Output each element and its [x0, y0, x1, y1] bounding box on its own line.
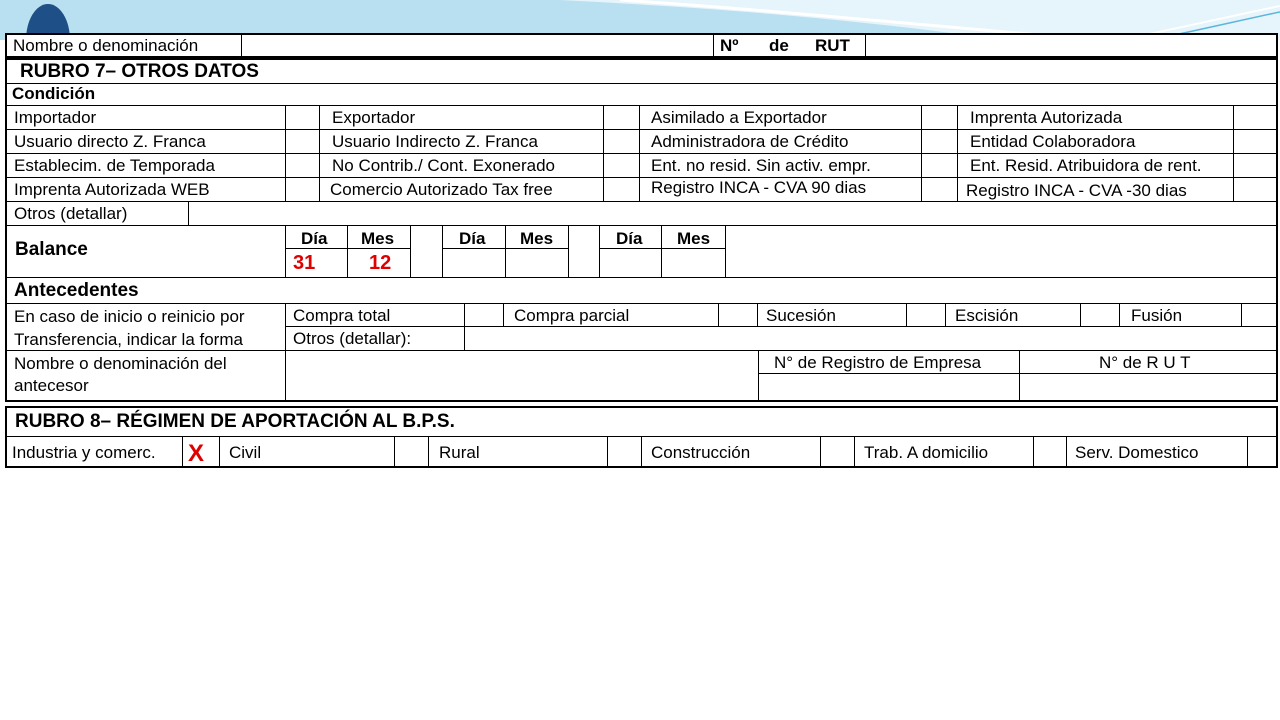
compra-total-label: Compra total	[293, 306, 391, 325]
cond-ent-no-resid: Ent. no resid. Sin activ. empr.	[651, 156, 871, 175]
check-compra-parcial[interactable]	[720, 304, 756, 325]
check-imprenta-autorizada[interactable]	[1235, 106, 1275, 128]
check-trab-domicilio[interactable]	[1035, 438, 1065, 465]
cond-ent-resid-atribuidora: Ent. Resid. Atribuidora de rent.	[970, 156, 1202, 175]
antecedentes-title: Antecedentes	[14, 280, 139, 301]
check-compra-total[interactable]	[466, 304, 502, 325]
check-civil[interactable]	[396, 438, 427, 465]
rut-no-label: Nº	[720, 36, 739, 55]
header-frame	[5, 33, 1278, 58]
otros-detallar-label: Otros (detallar)	[14, 204, 128, 223]
escision-label: Escisión	[955, 306, 1019, 325]
cond-usuario-indirecto: Usuario Indirecto Z. Franca	[332, 132, 538, 151]
antecedentes-otros-field[interactable]	[466, 327, 1276, 349]
regimen-rural: Rural	[439, 443, 480, 462]
antecesor-rut-field[interactable]	[1021, 375, 1276, 400]
otros-detallar-field[interactable]	[190, 202, 1275, 224]
rut-de-label: de	[769, 36, 789, 55]
cond-asimilado-exportador: Asimilado a Exportador	[651, 108, 827, 127]
regimen-serv-domestico: Serv. Domestico	[1075, 443, 1199, 462]
balance-dia-3: Día	[616, 229, 643, 248]
rubro7-title: RUBRO 7– OTROS DATOS	[20, 61, 259, 82]
rut-rut-label: RUT	[815, 36, 850, 55]
balance-mes-3-field[interactable]	[663, 250, 724, 276]
balance-mes-2-field[interactable]	[507, 250, 567, 276]
cond-imprenta-web: Imprenta Autorizada WEB	[14, 180, 210, 199]
rubro8-frame	[5, 406, 1278, 468]
cond-no-contrib: No Contrib./ Cont. Exonerado	[332, 156, 556, 175]
inicio-transferencia-label: En caso de inicio o reinicio por Transferencia, indicar la forma	[14, 307, 245, 349]
balance-mes-2: Mes	[520, 229, 554, 248]
regimen-construccion: Construcción	[651, 443, 751, 462]
balance-dia-2-field[interactable]	[444, 250, 504, 276]
compra-parcial-label: Compra parcial	[514, 306, 630, 325]
cond-comercio-tax-free: Comercio Autorizado Tax free	[330, 180, 553, 199]
cond-importador: Importador	[14, 108, 97, 127]
registro-empresa-label: N° de Registro de Empresa	[774, 353, 982, 372]
regimen-civil: Civil	[229, 443, 262, 462]
check-importador[interactable]	[287, 106, 318, 128]
regimen-trab-domicilio: Trab. A domicilio	[864, 443, 989, 462]
balance-mes-1: Mes	[361, 229, 395, 248]
balance-dia-1: Día	[301, 229, 328, 248]
check-rural[interactable]	[609, 438, 640, 465]
balance-dia-3-field[interactable]	[601, 250, 660, 276]
antecedentes-otros-label: Otros (detallar):	[293, 329, 412, 348]
cond-entidad-colaboradora: Entidad Colaboradora	[970, 132, 1136, 151]
cond-exportador: Exportador	[332, 108, 416, 127]
rubro8-title: RUBRO 8– RÉGIMEN DE APORTACIÓN AL B.P.S.	[15, 411, 455, 432]
cond-administradora-credito: Administradora de Crédito	[651, 132, 849, 151]
cond-imprenta-autorizada: Imprenta Autorizada	[970, 108, 1123, 127]
balance-dia-value[interactable]: 31	[293, 252, 316, 274]
check-sucesion[interactable]	[908, 304, 944, 325]
antecesor-field[interactable]	[287, 351, 757, 400]
cond-establecim-temporada: Establecim. de Temporada	[14, 156, 215, 175]
check-escision[interactable]	[1082, 304, 1118, 325]
balance-mes-3: Mes	[677, 229, 711, 248]
cond-registro-inca-90: Registro INCA - CVA 90 dias	[651, 178, 867, 197]
cond-registro-inca-30: Registro INCA - CVA -30 dias	[966, 181, 1187, 200]
check-exportador[interactable]	[605, 106, 638, 128]
sucesion-label: Sucesión	[766, 306, 836, 325]
balance-mes-value[interactable]: 12	[369, 252, 392, 274]
check-serv-domestico[interactable]	[1249, 438, 1276, 465]
antecesor-rut-label: N° de R U T	[1099, 353, 1191, 372]
cond-usuario-directo: Usuario directo Z. Franca	[14, 132, 206, 151]
check-construccion[interactable]	[822, 438, 853, 465]
check-fusion[interactable]	[1243, 304, 1276, 325]
regimen-industria-check-mark[interactable]: X	[188, 440, 205, 467]
condicion-title: Condición	[12, 84, 96, 103]
name-field[interactable]	[243, 35, 712, 56]
balance-title: Balance	[15, 239, 88, 260]
rubro7-frame	[5, 58, 1278, 402]
check-asimilado-exportador[interactable]	[923, 106, 956, 128]
antecesor-label: Nombre o denominación del antecesor	[14, 354, 227, 395]
registro-empresa-field[interactable]	[760, 375, 1018, 400]
rut-field[interactable]	[867, 35, 1276, 56]
fusion-label: Fusión	[1131, 306, 1183, 325]
regimen-industria-comercio: Industria y comerc.	[12, 443, 156, 462]
name-label: Nombre o denominación	[13, 36, 199, 55]
balance-dia-2: Día	[459, 229, 486, 248]
